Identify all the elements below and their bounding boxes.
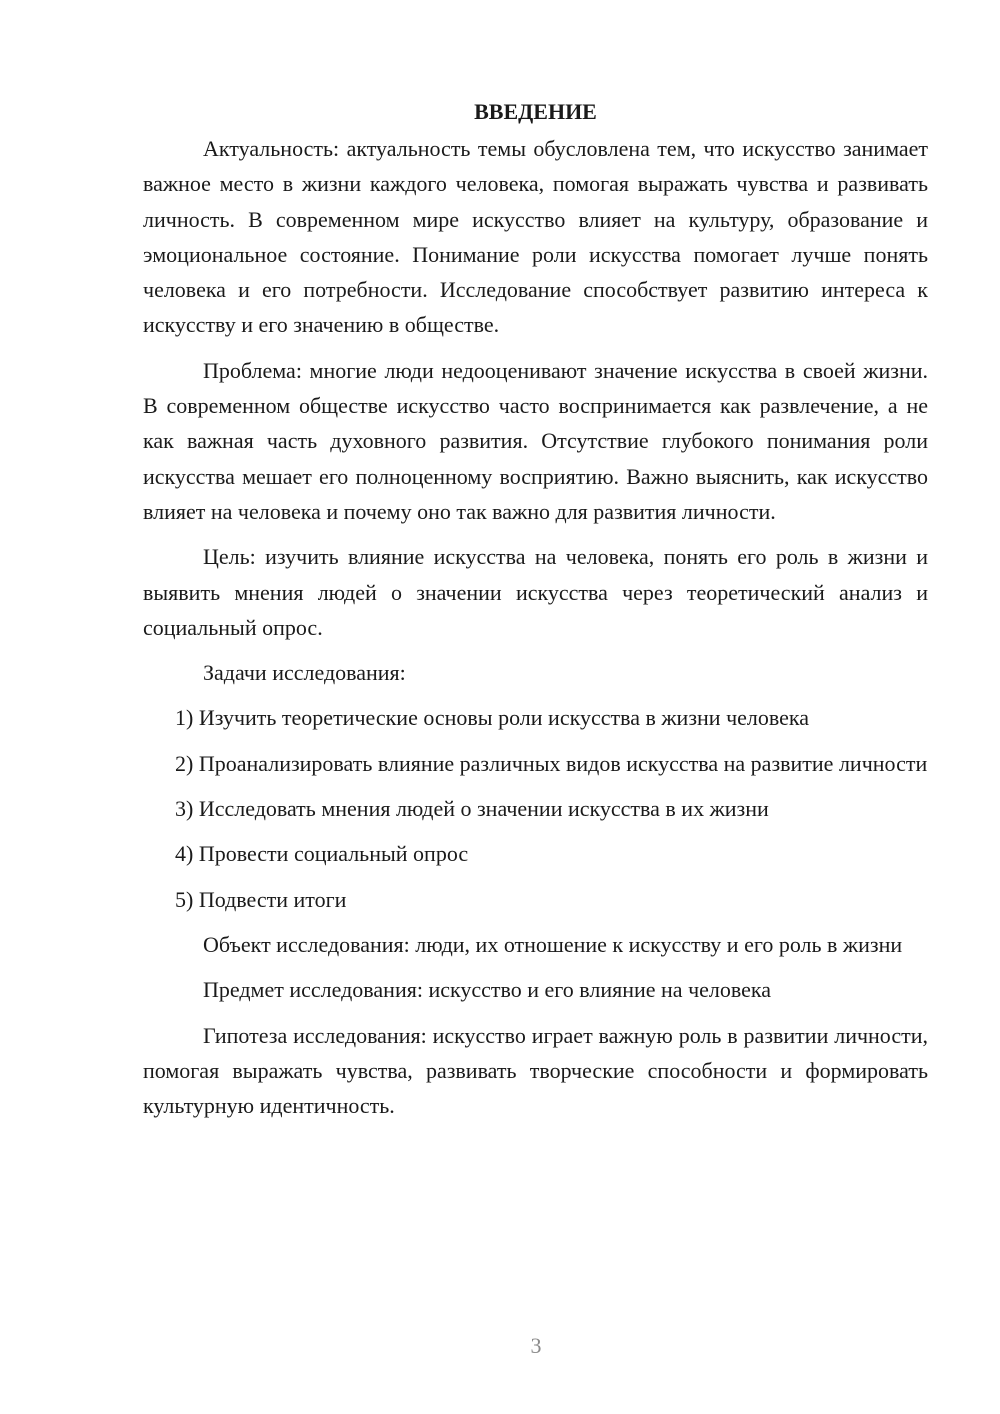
task-item-4: 4) Провести социальный опрос	[175, 841, 469, 867]
paragraph-relevance: Актуальность: актуальность темы обусловлена тем, что искусство занимает важное место в жизни каждого человека, помогая выражать чувства и развивать личность. В современном мире искусство влияет на культуру, образование и эмоциональное состояние. Понимание роли искусства помогает лучше понять человека и его потребности. Исследование способствует развитию интереса к искусству и его значению в обществе.	[143, 136, 928, 338]
document-page	[143, 94, 928, 1123]
page-title: ВВЕДЕНИЕ	[474, 99, 597, 124]
paragraph-subject: Предмет исследования: искусство и его влияние на человека	[203, 977, 772, 1003]
page-number: 3	[530, 1333, 542, 1358]
paragraph-hypothesis: Гипотеза исследования: искусство играет важную роль в развитии личности, помогая выражать чувства, развивать творческие способности и формировать культурную идентичность.	[143, 1022, 928, 1119]
tasks-title: Задачи исследования:	[203, 660, 406, 686]
task-item-3: 3) Исследовать мнения людей о значении искусства в их жизни	[175, 796, 769, 822]
task-item-2: 2) Проанализировать влияние различных видов искусства на развитие личности	[175, 750, 928, 776]
task-item-1: 1) Изучить теоретические основы роли искусства в жизни человека	[175, 705, 810, 731]
paragraph-problem: Проблема: многие люди недооценивают значение искусства в своей жизни. В современном обществе искусство часто воспринимается как развлечение, а не как важная часть духовного развития. Отсутствие глубокого понимания роли искусства мешает его полноценному восприятию. Важно выяснить, как искусство влияет на человека и почему оно так важно для развития личности.	[143, 357, 928, 524]
task-item-5: 5) Подвести итоги	[175, 886, 347, 912]
paragraph-object: Объект исследования: люди, их отношение к искусству и его роль в жизни	[203, 931, 903, 957]
paragraph-goal: Цель: изучить влияние искусства на человека, понять его роль в жизни и выявить мнения людей о значении искусства через теоретический анализ и социальный опрос.	[143, 544, 928, 640]
